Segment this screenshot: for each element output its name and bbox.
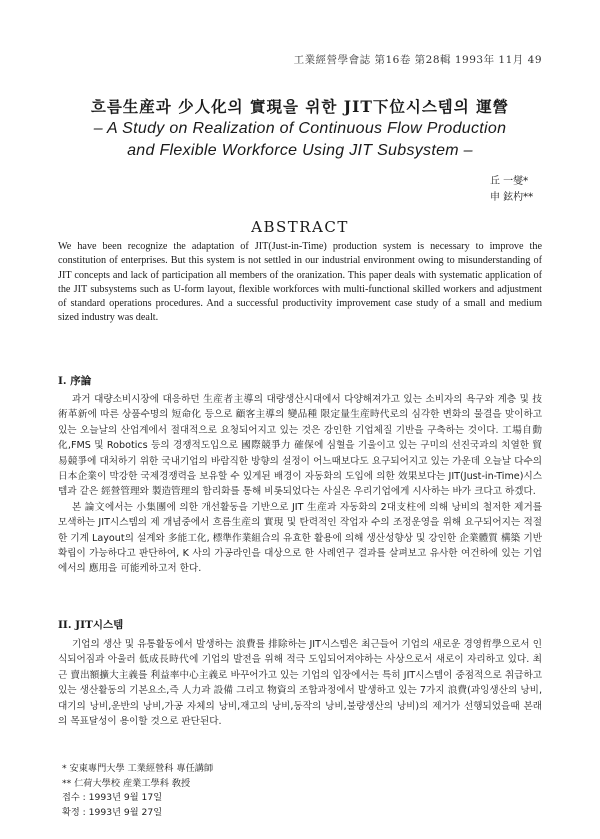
title-korean: 흐름生産과 少人化의 實現을 위한 JIT下位시스템의 運營 [90, 97, 510, 116]
author-2: 申 鉉杓** [490, 192, 534, 203]
abstract-heading: ABSTRACT [251, 218, 349, 236]
section-2-heading: II. JIT시스템 [58, 619, 124, 631]
footnote-received-date: 접수 : 1993년 9월 17일 [62, 792, 163, 803]
section-1-paragraph-1: 과거 대량소비시장에 대응하던 生産者主導의 대량생산시대에서 다양해져가고 있는 소비자의 욕구와 계층 및 技術革新에 따른 상품수명의 短命化 등으로 顧客主導의 變品種 限定量生産時代로의 심각한 변화의 물결을 맞이하고 있는 오늘날의 산업계에서 절대적으로 요청되어지고 있는 것은 강인한 기업체질 기반을 구축하는 것이다. 工場自動化,FMS 및 Robotics 등의 경쟁적도입으로 國際競爭力 確保에 심혈을 기울이고 있는 구미의 선진국과의 치열한 貿易競爭에 대처하기 위한 국내기업의 바람직한 방향의 설정이 어느때보다도 요구되어지고 있는 가운데 오늘날 다수의 日本企業이 막강한 국제경쟁력을 보유할 수 있게된 배경이 자동화의 도입에 의한 效果보다는 JIT(Just-in-Time)시스템과 같은 經營管理와 製造管理의 합리화를 통해 비롯되었다는 사실은 우리기업에게 시사하는 바가 크다고 하겠다. [58, 394, 542, 498]
section-1-heading: I. 序論 [58, 375, 92, 387]
title-english-line-2: and Flexible Workforce Using JIT Subsystem – [127, 142, 473, 159]
section-2-body [58, 637, 542, 729]
footnote-affiliation-2: ** 仁荷大學校 産業工學科 敎授 [62, 777, 191, 789]
running-head: 工業經營學會誌 第16卷 第28輯 1993年 11月 49 [293, 54, 542, 66]
footnote-affiliation-1: * 安東專門大學 工業經營科 專任講師 [62, 763, 214, 774]
title-english-line-1: – A Study on Realization of Continuous Flow Production [93, 120, 507, 137]
abstract-text: We have been recognize the adaptation of JIT(Just-in-Time) production system is necessary to improve the constitution of enterprises. But this system is not settled in our industrial environment owing to misunderstanding of JIT concepts and lack of participation all members of the oranization. This paper deals with systematic application of the JIT subsystems such as U-form layout, flexible workforces with multi-functional skilled workers and adjustment of standard operations procedures. And a successful productivity improvement case study of a small and medium sized industry was dealt. [58, 241, 542, 324]
author-list [490, 174, 533, 206]
author-1: 丘 一燮* [490, 176, 529, 187]
section-1-paragraph-2: 본 論文에서는 小集團에 의한 개선활동을 기반으로 JIT 生産과 자동화의 2대支柱에 의해 낭비의 철저한 제거를 모색하는 JIT시스템의 제 개념중에서 흐름生産의 實現 및 탄력적인 작업자 수의 조정운영을 위해 요구되어지는 적절한 기계 Layout의 설계와 多能工化, 標準作業組合의 유효한 활용에 의해 생산성향상 및 강인한 企業體質 構築 기반확립이 가능하다고 판단하여, K 사의 가공라인을 대상으로 한 사례연구 결과를 살펴보고 유사한 여건하에 있는 기업에서의 應用을 可能케하고저 한다. [58, 501, 542, 575]
section-1-body [58, 392, 542, 577]
section-2-paragraph-1: 기업의 생산 및 유통활동에서 발생하는 浪費를 排除하는 JIT시스템은 최근들어 기업의 새로운 경영哲學으로서 인식되어짐과 아울러 低成長時代에 기업의 발전을 위해 적극 도입되어져야하는 사상으로서 새로이 자리하고 있다. 최근 賣出額擴大主義를 利益率中心主義로 바꾸어가고 있는 기업의 입장에서는 특히 JIT시스템이 중점적으로 취급하고 있는 생산활동의 기본요소,즉 人力과 設備 그리고 物資의 조합과정에서 발생하고 있는 7가지 浪費(과잉생산의 낭비,대기의 낭비,운반의 낭비,가공 자체의 낭비,재고의 낭비,동작의 낭비,불량생산의 낭비)의 제거가 선행되었을때 본래의 목표달성이 용이할 것으로 판단된다. [58, 639, 542, 728]
footnote-accepted-date: 확정 : 1993년 9월 27일 [62, 806, 163, 818]
footnotes [62, 762, 213, 820]
